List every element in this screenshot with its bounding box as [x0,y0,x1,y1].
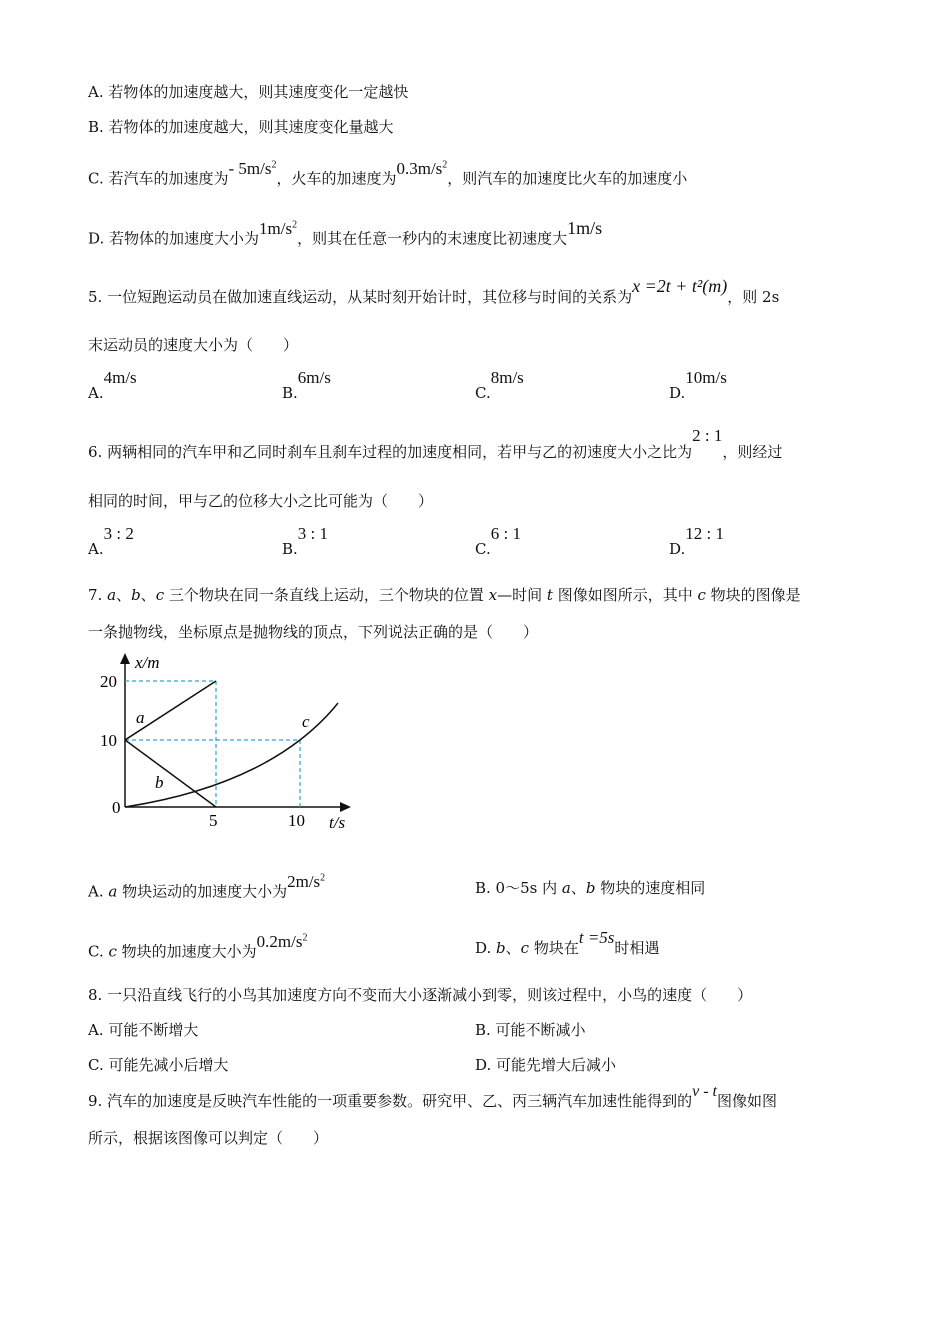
y-axis-label: x/m [135,653,160,672]
q4-option-c-text-3: ，则汽车的加速度比火车的加速度小 [447,169,688,188]
q5-stem-line2: 末运动员的速度大小为（ ） [88,336,299,354]
q5-option-d: D.10m/s [669,368,727,402]
q7-option-d: D. b、c 物块在t =5s时相遇 [475,928,660,957]
q7-option-c: C. c 物块的加速度大小为$0.2m/s^2$ [88,931,308,961]
q6-stem-line2: 相同的时间，甲与乙的位移大小之比可能为（ ） [88,492,434,510]
q4-option-c-text-1: C. 若汽车的加速度为 [88,169,229,188]
q6-option-a: A.3 : 2 [88,524,134,558]
q5-option-a: A.4m/s [88,368,137,402]
q6-option-c: C.6 : 1 [475,524,521,558]
q7-stem: 7. a、b、c 三个物块在同一条直线上运动，三个物块的位置 x—时间 t 图像如图所示，其中 c 物块的图像是 [88,586,801,604]
q7-option-a-value: $2m/s^2$ [287,871,326,891]
q5-stem [88,276,780,307]
x-tick-10: 10 [288,811,305,830]
y-tick-20: 20 [100,672,117,691]
q6-stem-post: ，则经过 [722,443,783,461]
q4-option-c-value-2: $0.3m/s^2$ [396,158,448,178]
x-axis-label: t/s [329,813,346,832]
q9-stem-line2: 所示，根据该图像可以判定（ ） [88,1129,329,1147]
x-axis-arrow-icon [340,802,351,812]
q8-option-c: C. 可能先减小后增大 [88,1056,229,1074]
y-tick-0: 0 [112,798,121,817]
q5-stem-post: ，则 2s [727,288,780,306]
line-b [125,740,216,807]
label-a: a [136,708,145,727]
q6-stem-text: 6. 两辆相同的汽车甲和乙同时刹车且刹车过程的加速度相同，若甲与乙的初速度大小之比为 [88,443,693,461]
q4-option-d-text-1: D. 若物体的加速度大小为 [88,229,260,248]
q4-option-b: B. 若物体的加速度越大，则其速度变化量越大 [88,118,394,136]
q7-option-b: B. 0～5s 内 a、b 物块的速度相同 [475,879,706,897]
q6-stem [88,426,783,462]
q5-option-b: B.6m/s [282,368,331,402]
q4-option-c [88,158,688,189]
q4-option-d-value-2: 1m/s [567,217,603,238]
q4-option-d-value-1: $1m/s^2$ [259,218,298,238]
q9-vt: v - t [692,1083,717,1100]
q7-option-a: A. a 物块运动的加速度大小为$2m/s^2$ [88,871,326,901]
q7-option-d-value: t =5s [578,928,615,947]
q7-option-c-value: $0.2m/s^2$ [256,931,308,951]
q9-stem: 9. 汽车的加速度是反映汽车性能的一项重要参数。研究甲、乙、丙三辆汽车加速性能得到的v - t图像如图 [88,1083,777,1110]
q4-option-d-text-2: ，则其在任意一秒内的末速度比初速度大 [297,229,568,248]
q6-option-b: B.3 : 1 [282,524,329,558]
q8-option-a: A. 可能不断增大 [88,1021,199,1039]
q5-stem-text: 5. 一位短跑运动员在做加速直线运动，从某时刻开始计时，其位移与时间的关系为 [88,288,633,306]
q7-xt-graph [95,650,365,840]
y-axis-arrow-icon [120,653,130,664]
label-b: b [155,773,164,792]
q4-option-c-value-1: - $5m/s^2$ [228,158,277,178]
q7-stem-line2: 一条抛物线，坐标原点是抛物线的顶点，下列说法正确的是（ ） [88,623,539,641]
q4-option-a: A. 若物体的加速度越大，则其速度变化一定越快 [88,83,409,101]
q6-ratio: 2 : 1 [692,426,723,445]
q4-option-d [88,217,603,249]
y-tick-10: 10 [100,731,117,750]
q8-stem: 8. 一只沿直线飞行的小鸟其加速度方向不变而大小逐渐减小到零，则该过程中，小鸟的速度（ ） [88,986,753,1004]
q5-option-c: C.8m/s [475,368,524,402]
q5-formula: x =2t + t²(m) [632,276,728,296]
q8-option-d: D. 可能先增大后减小 [475,1056,617,1074]
label-c: c [302,712,310,731]
x-tick-5: 5 [209,811,218,830]
q6-option-d: D.12 : 1 [669,524,724,558]
q4-option-c-text-2: ，火车的加速度为 [276,169,397,188]
q8-option-b: B. 可能不断减小 [475,1021,586,1039]
